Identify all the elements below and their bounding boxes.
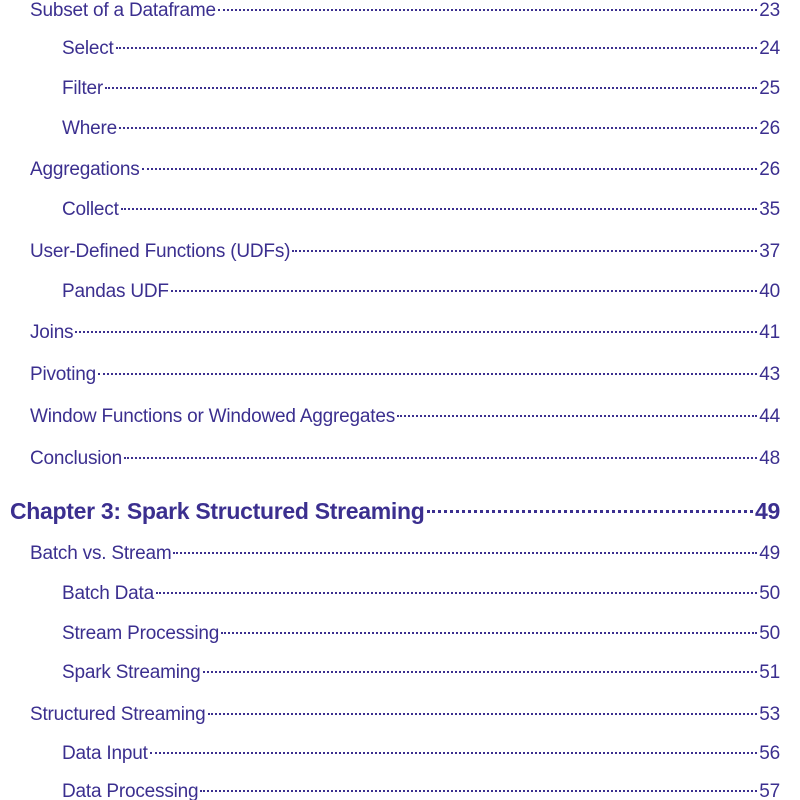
toc-entry[interactable] (62, 582, 780, 606)
toc-entry-page: 57 (759, 781, 780, 800)
toc-entry-title: Chapter 3: Spark Structured Streaming (10, 498, 425, 524)
toc-entry[interactable] (30, 447, 780, 471)
dot-leader (173, 552, 757, 554)
toc-entry-page: 37 (759, 241, 780, 262)
dot-leader (75, 331, 757, 333)
dot-leader (119, 127, 757, 129)
toc-entry-title: Batch Data (62, 583, 154, 604)
toc-entry-title: Stream Processing (62, 623, 220, 644)
dot-leader (208, 713, 758, 715)
toc-entry-page: 50 (759, 623, 780, 644)
toc-entry[interactable] (30, 405, 780, 429)
toc-entry-page: 53 (759, 704, 780, 725)
toc-entry[interactable] (62, 780, 780, 800)
toc-entry-page: 50 (759, 583, 780, 604)
toc-chapter-heading[interactable] (10, 499, 780, 523)
dot-leader (200, 790, 757, 792)
toc-entry[interactable] (30, 0, 780, 23)
toc-entry-title: Data Processing (62, 781, 199, 800)
toc-entry-title: Spark Streaming (62, 662, 201, 683)
toc-entry-page: 43 (759, 364, 780, 385)
toc-entry-title: Joins (30, 322, 74, 343)
toc-entry[interactable] (30, 321, 780, 345)
toc-entry[interactable] (30, 158, 780, 182)
toc-entry-title: Select (62, 38, 114, 59)
dot-leader (171, 290, 757, 292)
dot-leader (292, 250, 757, 252)
dot-leader (156, 592, 757, 594)
dot-leader (121, 208, 758, 210)
toc-entry-page: 49 (755, 498, 780, 524)
toc-entry-title: User-Defined Functions (UDFs) (30, 241, 291, 262)
dot-leader (124, 457, 757, 459)
toc-entry-title: Pandas UDF (62, 281, 169, 302)
toc-entry[interactable] (62, 742, 780, 766)
toc-entry[interactable] (62, 77, 780, 101)
toc-entry-title: Filter (62, 78, 104, 99)
dot-leader (142, 168, 758, 170)
toc-entry-page: 26 (759, 159, 780, 180)
toc-entry-title: Window Functions or Windowed Aggregates (30, 406, 396, 427)
toc-entry-page: 48 (759, 448, 780, 469)
toc-entry[interactable] (62, 622, 780, 646)
toc-entry-title: Where (62, 118, 117, 139)
toc-entry-title: Subset of a Dataframe (30, 0, 216, 21)
toc-entry[interactable] (30, 240, 780, 264)
toc-entry[interactable] (62, 280, 780, 304)
toc-entry-page: 41 (759, 322, 780, 343)
toc-entry[interactable] (30, 542, 780, 566)
toc-entry[interactable] (62, 661, 780, 685)
dot-leader (116, 47, 758, 49)
toc-entry-page: 44 (759, 406, 780, 427)
toc-entry-page: 40 (759, 281, 780, 302)
toc-entry-page: 26 (759, 118, 780, 139)
dot-leader (427, 510, 754, 513)
toc-entry-title: Collect (62, 199, 119, 220)
dot-leader (98, 373, 757, 375)
toc-entry-page: 51 (759, 662, 780, 683)
dot-leader (218, 9, 757, 11)
toc-entry[interactable] (62, 37, 780, 61)
toc-entry-page: 56 (759, 743, 780, 764)
dot-leader (150, 752, 758, 754)
toc-entry[interactable] (62, 198, 780, 222)
toc-entry-page: 35 (759, 199, 780, 220)
toc-entry[interactable] (62, 117, 780, 141)
dot-leader (221, 632, 757, 634)
toc-entry-title: Aggregations (30, 159, 140, 180)
dot-leader (203, 671, 758, 673)
toc-entry-page: 49 (759, 543, 780, 564)
toc-entry[interactable] (30, 703, 780, 727)
toc-entry-title: Batch vs. Stream (30, 543, 172, 564)
toc-entry-page: 23 (759, 0, 780, 21)
dot-leader (397, 415, 757, 417)
toc-entry-title: Conclusion (30, 448, 122, 469)
toc-entry-page: 25 (759, 78, 780, 99)
toc-entry[interactable] (30, 363, 780, 387)
toc-entry-title: Data Input (62, 743, 148, 764)
toc-entry-title: Structured Streaming (30, 704, 206, 725)
toc-entry-page: 24 (759, 38, 780, 59)
dot-leader (105, 87, 757, 89)
toc-entry-title: Pivoting (30, 364, 96, 385)
